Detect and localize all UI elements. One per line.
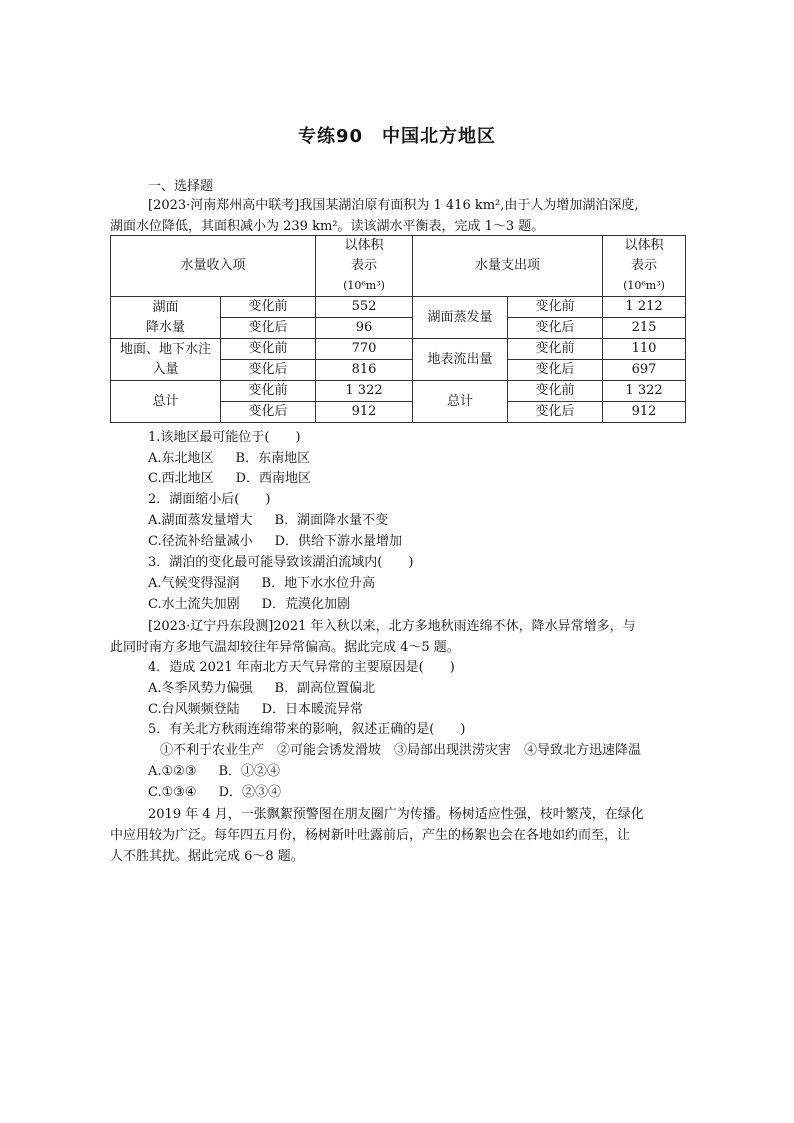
option-c[interactable]: C.西北地区: [148, 471, 214, 486]
table-cell: 1 212: [603, 297, 686, 318]
inflow-label-line-1: 地面、地下水注: [119, 341, 211, 357]
income-header: 水量收入项: [111, 236, 316, 297]
table-cell: 变化前: [221, 339, 316, 360]
inflow-label: [111, 339, 221, 381]
table-row: [111, 339, 686, 360]
option-d[interactable]: D．西南地区: [235, 471, 312, 486]
expense-header: 水量支出项: [413, 236, 603, 297]
section-heading: 一、选择题: [148, 179, 214, 194]
option-b[interactable]: B．湖面降水量不变: [274, 513, 389, 528]
table-row: [111, 297, 686, 318]
option-b[interactable]: B．东南地区: [235, 451, 311, 466]
intro-paragraph-1: [110, 195, 688, 237]
question-1-options-row-1: [148, 449, 310, 469]
question-1-stem: 1.该地区最可能位于( ): [148, 430, 301, 445]
volume-header-income: [316, 236, 413, 297]
option-d[interactable]: D．供给下游水量增加: [274, 534, 403, 549]
precip-label-line-1: 湖面: [152, 299, 179, 315]
total-in-label: 总计: [111, 381, 221, 423]
intro2-line-1: [2023·辽宁丹东段测]2021 年入秋以来，北方多地秋雨连绵不休，降水异常增多，与: [148, 619, 636, 634]
table-cell: 变化后: [221, 360, 316, 381]
question-1-options-row-2: [148, 469, 311, 489]
option-c[interactable]: C.台风频频登陆: [148, 702, 240, 717]
volume-header-line-1: 以体积: [624, 238, 664, 253]
option-d[interactable]: D．②③④: [218, 785, 282, 800]
question-3-options-row-1: [148, 574, 375, 594]
table-cell: 110: [603, 339, 686, 360]
precip-label: [111, 297, 221, 339]
question-2-options-row-2: [148, 532, 402, 552]
question-5-items: ①不利于农业生产 ②可能会诱发滑坡 ③局部出现洪涝灾害 ④导致北方迅速降温: [160, 743, 642, 758]
table-cell: 816: [316, 360, 413, 381]
table-cell: 变化前: [508, 297, 603, 318]
table-cell: 变化前: [221, 381, 316, 402]
volume-header-line-3: (10⁶m³): [623, 279, 665, 292]
volume-header-line-1: 以体积: [344, 238, 384, 253]
question-4-options-row-1: [148, 679, 375, 699]
volume-header-line-2: 表示: [631, 258, 658, 273]
total-out-label: 总计: [413, 381, 508, 423]
option-c[interactable]: C.径流补给量减小: [148, 534, 253, 549]
table-cell: 697: [603, 360, 686, 381]
table-cell: 215: [603, 318, 686, 339]
option-a[interactable]: A.湖面蒸发量增大: [148, 513, 253, 528]
option-a[interactable]: A.冬季风势力偏强: [148, 681, 253, 696]
question-4-stem: 4．造成 2021 年南北方天气异常的主要原因是( ): [148, 660, 455, 675]
table-cell: 变化前: [508, 339, 603, 360]
evap-label: 湖面蒸发量: [413, 297, 508, 339]
table-cell: 变化后: [221, 402, 316, 423]
question-2-options-row-1: [148, 511, 388, 531]
intro1-line-1: [2023·河南郑州高中联考]我国某湖泊原有面积为 1 416 km²,由于人为增加湖泊深度,: [148, 198, 639, 213]
table-cell: 96: [316, 318, 413, 339]
option-a[interactable]: A.东北地区: [148, 451, 214, 466]
intro2-line-2: 此同时南方多地气温却较往年异常偏高。据此完成 4～5 题。: [110, 640, 460, 655]
precip-label-line-2: 降水量: [145, 319, 185, 335]
option-d[interactable]: D．荒漠化加剧: [261, 597, 351, 612]
option-c[interactable]: C.①③④: [148, 785, 197, 800]
question-5-options-row-1: [148, 762, 280, 782]
intro1-line-2: 湖面水位降低，其面积减小为 239 km²。读该湖水平衡表，完成 1～3 题。: [110, 219, 545, 234]
intro-paragraph-2: [110, 616, 688, 658]
question-3-options-row-2: [148, 595, 350, 615]
volume-header-line-2: 表示: [351, 258, 378, 273]
table-cell: 变化前: [221, 297, 316, 318]
table-cell: 1 322: [316, 381, 413, 402]
inflow-label-line-2: 入量: [152, 361, 179, 377]
intro3-line-2: 中应用较为广泛。每年四五月份，杨树新叶吐露前后，产生的杨絮也会在各地如约而至，让: [110, 828, 631, 843]
table-cell: 变化前: [508, 381, 603, 402]
option-a[interactable]: A.①②③: [148, 764, 197, 779]
volume-header-expense: [603, 236, 686, 297]
table-header-row: [111, 236, 686, 297]
water-balance-table: [110, 235, 686, 423]
question-5-stem: 5．有关北方秋雨连绵带来的影响，叙述正确的是( ): [148, 722, 466, 737]
intro-paragraph-3: [110, 804, 688, 867]
intro3-line-3: 人不胜其扰。据此完成 6～8 题。: [110, 849, 304, 864]
intro3-line-1: 2019 年 4 月，一张飘絮预警图在朋友圈广为传播。杨树适应性强，枝叶繁茂，在绿化: [148, 807, 644, 822]
table-cell: 变化后: [221, 318, 316, 339]
table-row: [111, 381, 686, 402]
table-cell: 变化后: [508, 402, 603, 423]
table-cell: 770: [316, 339, 413, 360]
table-cell: 1 322: [603, 381, 686, 402]
option-c[interactable]: C.水土流失加剧: [148, 597, 240, 612]
table-cell: 变化后: [508, 360, 603, 381]
question-2-stem: 2．湖面缩小后( ): [148, 492, 271, 507]
table-cell: 912: [603, 402, 686, 423]
option-b[interactable]: B．地下水水位升高: [261, 576, 376, 591]
table-cell: 552: [316, 297, 413, 318]
table-cell: 912: [316, 402, 413, 423]
question-4-options-row-2: [148, 700, 363, 720]
table-cell: 变化后: [508, 318, 603, 339]
option-a[interactable]: A.气候变得湿润: [148, 576, 240, 591]
page-title: 专练90 中国北方地区: [297, 126, 497, 147]
question-3-stem: 3．湖泊的变化最可能导致该湖泊流域内( ): [148, 555, 414, 570]
volume-header-line-3: (10⁶m³): [343, 279, 385, 292]
option-d[interactable]: D．日本暖流异常: [261, 702, 364, 717]
option-b[interactable]: B．①②④: [218, 764, 281, 779]
outflow-label: 地表流出量: [413, 339, 508, 381]
option-b[interactable]: B．副高位置偏北: [274, 681, 376, 696]
question-5-options-row-2: [148, 783, 281, 803]
